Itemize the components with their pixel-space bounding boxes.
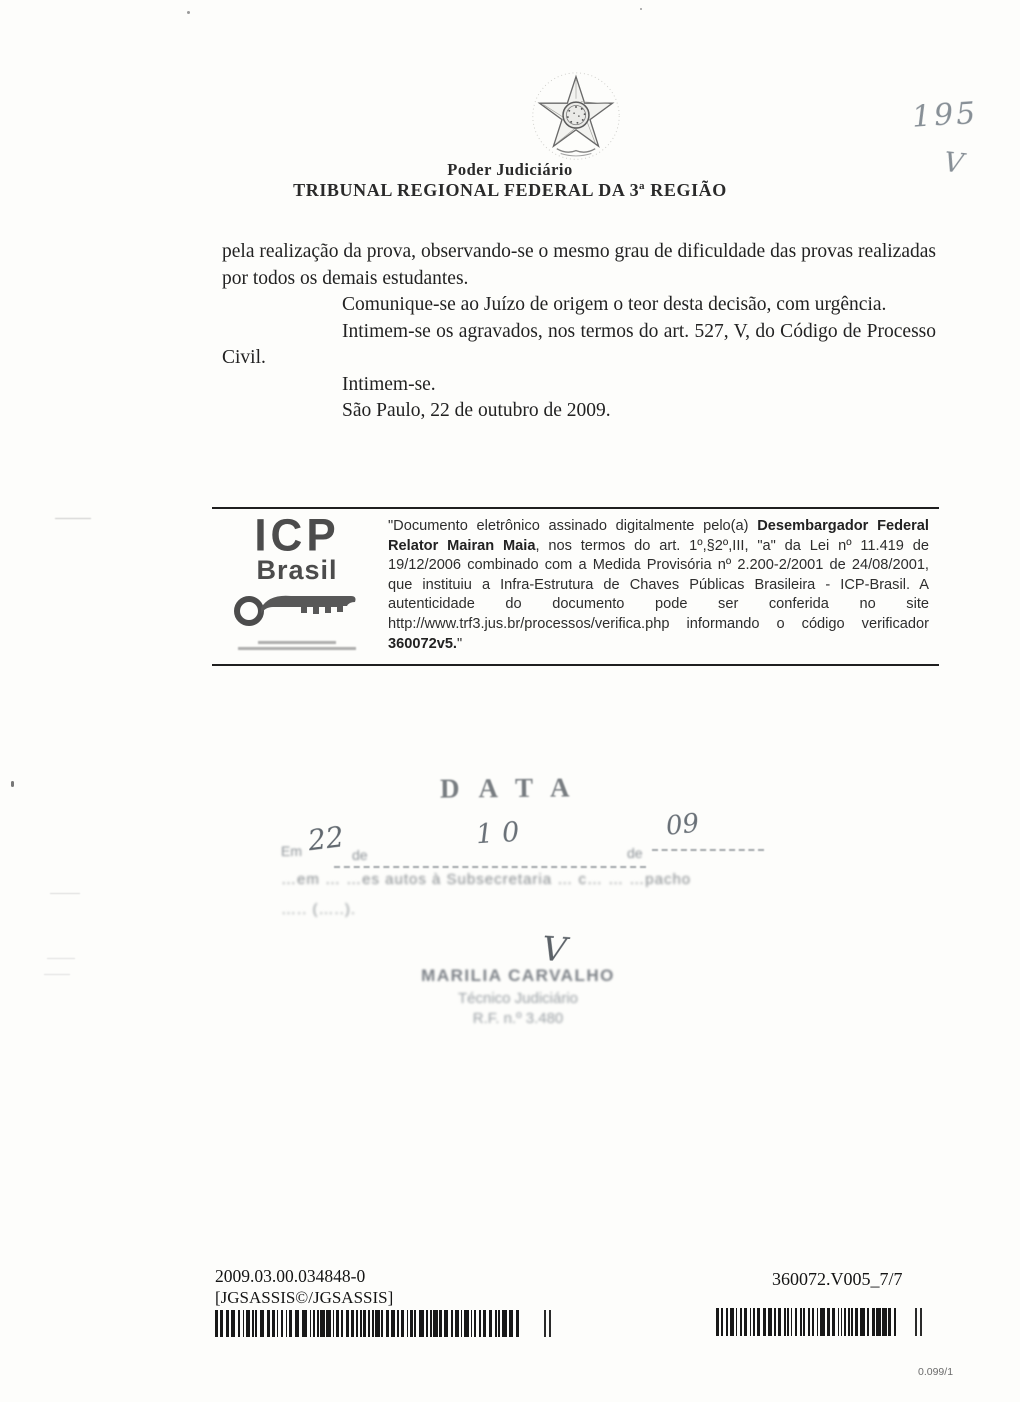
body-paragraph: Intimem-se os agravados, nos termos do art. 527, V, do Código de Processo Civil.: [222, 320, 936, 368]
certificate-text-segment: ": [457, 635, 463, 652]
barcode: [215, 1310, 523, 1337]
body-paragraph: Intimem-se.: [342, 373, 436, 395]
clerk-registration: R.F. n.º 3.480: [472, 1010, 564, 1027]
digital-signature-box: [212, 507, 939, 666]
icp-logo-text: ICP: [254, 510, 340, 561]
page-reference-code: 0.099/1: [918, 1366, 954, 1378]
document-version-code: 360072.V005_7/7: [772, 1269, 903, 1289]
scan-speck: [640, 8, 642, 10]
header-court-title: TRIBUNAL REGIONAL FEDERAL DA 3ª REGIÃO: [293, 180, 727, 200]
certificate-statement: [388, 517, 929, 654]
handwritten-year: 09: [664, 808, 701, 842]
stamp-em-label: Em: [281, 843, 302, 859]
scan-speck: [187, 11, 190, 14]
body-paragraph: Comunique-se ao Juízo de origem o teor desta decisão, com urgência.: [342, 294, 887, 315]
user-code: [JGSASSIS©/JGSASSIS]: [215, 1288, 394, 1307]
handwritten-check-mark: V: [540, 929, 568, 971]
body-paragraph: pela realização da prova, observando-se o mesmo grau de dificuldade das provas realizadas por todos os demais estudantes.: [222, 241, 936, 289]
decision-body-text: [222, 239, 936, 425]
barcode-end-bars: [544, 1310, 551, 1337]
logo-microtext: [238, 647, 356, 650]
handwritten-day: 22: [306, 819, 346, 858]
handwritten-check-mark: V: [942, 147, 966, 180]
margin-mark: [55, 518, 91, 519]
faded-stamp-text: ….. (…..).: [281, 901, 356, 918]
scan-speck: [11, 781, 14, 787]
margin-mark: [44, 974, 70, 975]
logo-microtext: [258, 641, 336, 644]
signer-name: Desembargador Federal Relator Mairan Maia: [388, 518, 929, 554]
margin-mark: [50, 893, 80, 894]
clerk-stamp: [388, 966, 648, 1027]
stamp-de-label: de: [352, 847, 368, 863]
stamp-fill-line: [652, 849, 764, 851]
handwritten-folio-number: 195: [910, 95, 980, 136]
margin-mark: [47, 958, 75, 959]
icp-brasil-text: Brasil: [256, 555, 338, 586]
clerk-title: Técnico Judiciário: [457, 990, 579, 1007]
certificate-text-segment: "Documento eletrônico assinado digitalmente pelo(a): [388, 518, 758, 534]
stamp-fill-line: [334, 866, 646, 868]
barcode: [716, 1308, 900, 1336]
certificate-text-segment: , nos termos do art. 1º,§2º,III, "a" da Lei nº 11.419 de 19/12/2006 combinado com a Medida Provisória nº 2.200-2/2001 de 24/08/2001, que instituiu a Infra-Estrutura de Chaves Públicas Brasileira - ICP-Brasil. A autenticidade do documento pode ser conferida no site http://www.trf3.jus.br/processos/verifica.php informando o código verificador: [388, 537, 929, 632]
stamp-de-label: de: [627, 845, 643, 861]
process-number: 2009.03.00.034848-0: [215, 1266, 366, 1286]
clerk-name: MARILIA CARVALHO: [421, 966, 615, 985]
faded-stamp-text: …em … …es autos à Subsecretaria … c… … …pacho: [281, 871, 692, 888]
handwritten-month: 10: [474, 816, 530, 851]
date-place-line: São Paulo, 22 de outubro de 2009.: [342, 400, 611, 421]
key-icon: [233, 588, 361, 634]
icp-brasil-logo: [222, 510, 372, 654]
republic-star-seal-icon: [528, 70, 624, 166]
barcode-end-bars: [915, 1308, 922, 1336]
verification-code: 360072v5.: [388, 635, 457, 652]
header-branch-title: Poder Judiciário: [447, 160, 573, 179]
data-stamp-label: DATA: [439, 772, 589, 804]
